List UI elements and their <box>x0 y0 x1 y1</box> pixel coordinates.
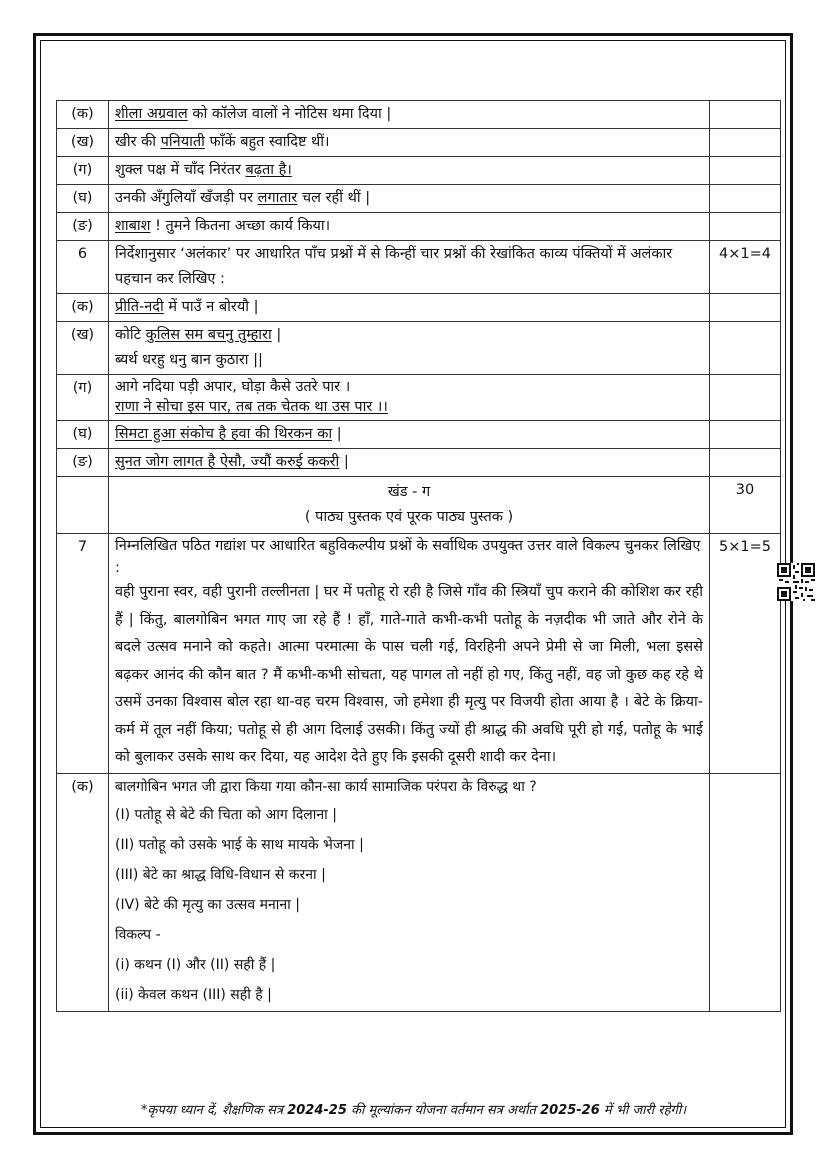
footer-note: *कृपया ध्यान दें, शैक्षणिक सत्र 2024-25 की मूल्यांकन योजना वर्तमान सत्र अर्थात 2025-26 में भी जारी रहेगी। <box>140 1103 687 1118</box>
marks: 4×1=4 <box>710 241 781 294</box>
table-row: (ङ) शाबाश ! तुमने कितना अच्छा कार्य किया। <box>57 213 781 241</box>
table-row: (ख) खीर की पनियाती फाँकें बहुत स्वादिष्ट थीं। <box>57 129 781 157</box>
section-title: खंड - ग <box>387 484 431 500</box>
table-row: (ख) कोटि कुलिस सम बचनु तुम्हारा | ब्यर्थ धरहु धनु बान कुठारा || <box>57 322 781 375</box>
table-row: (ग) आगे नदिया पड़ी अपार, घोड़ा कैसे उतरे पार । राणा ने सोचा इस पार, तब तक चेतक था उस पार ।। <box>57 375 781 421</box>
table-row: (ङ) सुनत जोग लागत है ऐसौ, ज्यौं करुई ककरी | <box>57 449 781 477</box>
table-row: (घ) सिमटा हुआ संकोच है हवा की थिरकन का | <box>57 421 781 449</box>
question-6-text: निर्देशानुसार ‘अलंकार’ पर आधारित पाँच प्रश्नों में से किन्हीं चार प्रश्नों की रेखांकित काव्य पंक्तियों में अलंकार पहचान कर लिखिए : <box>109 241 710 294</box>
passage: वही पुराना स्वर, वही पुरानी तल्लीनता | घर में पतोहू रो रही है जिसे गाँव की स्त्रियाँ चुप कराने की कोशिश कर रही हैं | किंतु, बालगोबिन भगत गाए जा रहे हैं ! हाँ, गाते-गाते कभी-कभी पतोहू के नज़दीक भी जाते और रोने के बदले उत्सव मनाने को कहते। आत्मा परमात्मा के पास चली गई, विरहिनी अपने प्रेमी से जा मिली, भला इससे बढ़कर आनंद की कौन बात ? मैं कभी-कभी सोचता, यह पागल तो नहीं हो गए, किंतु नहीं, वह जो कुछ कह रहे थे उसमें उनका विश्वास बोल रहा था-वह चरम विश्वास, जो हमेशा ही मृत्यु पर विजयी होता आया है । बेटे के क्रिया-कर्म में तूल नहीं किया; पतोहू से ही आग दिलाई उसकी। किंतु ज्यों ही श्राद्ध की अवधि पूरी हो गई, पतोहू के भाई को बुलाकर उसके साथ कर दिया, यह आदेश देते हुए कि इसकी दूसरी शादी कर देना। <box>115 584 703 765</box>
table-row: (क) प्रीति-नदी में पाउँ न बोरयौ | <box>57 294 781 322</box>
mcq-question: बालगोबिन भगत जी द्वारा किया गया कौन-सा कार्य सामाजिक परंपरा के विरुद्ध था ? <box>115 778 537 795</box>
section-marks: 30 <box>710 477 781 534</box>
statement: (IV) बेटे की मृत्यु का उत्सव मनाना | <box>115 896 300 913</box>
section-header-row <box>57 477 781 534</box>
section-subtitle: ( पाठ्य पुस्तक एवं पूरक पाठ्य पुस्तक ) <box>304 509 514 525</box>
table-row: (क) शीला अग्रवाल को कॉलेज वालों ने नोटिस थमा दिया | <box>57 101 781 129</box>
question-number: 7 <box>57 534 109 774</box>
question-7-row <box>57 534 781 774</box>
options-label: विकल्प - <box>115 926 161 943</box>
table-row: (ग) शुक्ल पक्ष में चाँद निरंतर बढ़ता है। <box>57 157 781 185</box>
qr-code-icon <box>777 563 815 601</box>
statement: (I) पतोहू से बेटे की चिता को आग दिलाना | <box>115 806 337 823</box>
statement: (III) बेटे का श्राद्ध विधि-विधान से करना | <box>115 866 326 883</box>
question-6-row <box>57 241 781 294</box>
question-number: 6 <box>57 241 109 294</box>
marks: 5×1=5 <box>710 534 781 774</box>
question-7a-row: (क) बालगोबिन भगत जी द्वारा किया गया कौन-सा कार्य सामाजिक परंपरा के विरुद्ध था ? (I) पतोहू से बेटे की चिता को आग दिलाना | (II) पतोहू को उसके भाई के साथ मायके भेजना | (III) बेटे का श्राद्ध विधि-विधान से करना | (IV) बेटे की मृत्यु का उत्सव मनाना | विकल्प - (i) कथन (I) और (II) सही हैं | (ii) केवल कथन (III) सही है | <box>57 773 781 1011</box>
table-row: (घ) उनकी अँगुलियाँ खँजड़ी पर लगातार चल रहीं थीं | <box>57 185 781 213</box>
question-table <box>56 100 781 1012</box>
option: (i) कथन (I) और (II) सही हैं | <box>115 956 276 973</box>
option: (ii) केवल कथन (III) सही है | <box>115 986 272 1003</box>
statement: (II) पतोहू को उसके भाई के साथ मायके भेजना | <box>115 836 364 853</box>
question-7-instruction: निम्नलिखित पठित गद्यांश पर आधारित बहुविकल्पीय प्रश्नों के सर्वाधिक उपयुक्त उत्तर वाले विकल्प चुनकर लिखिए : <box>115 538 701 576</box>
